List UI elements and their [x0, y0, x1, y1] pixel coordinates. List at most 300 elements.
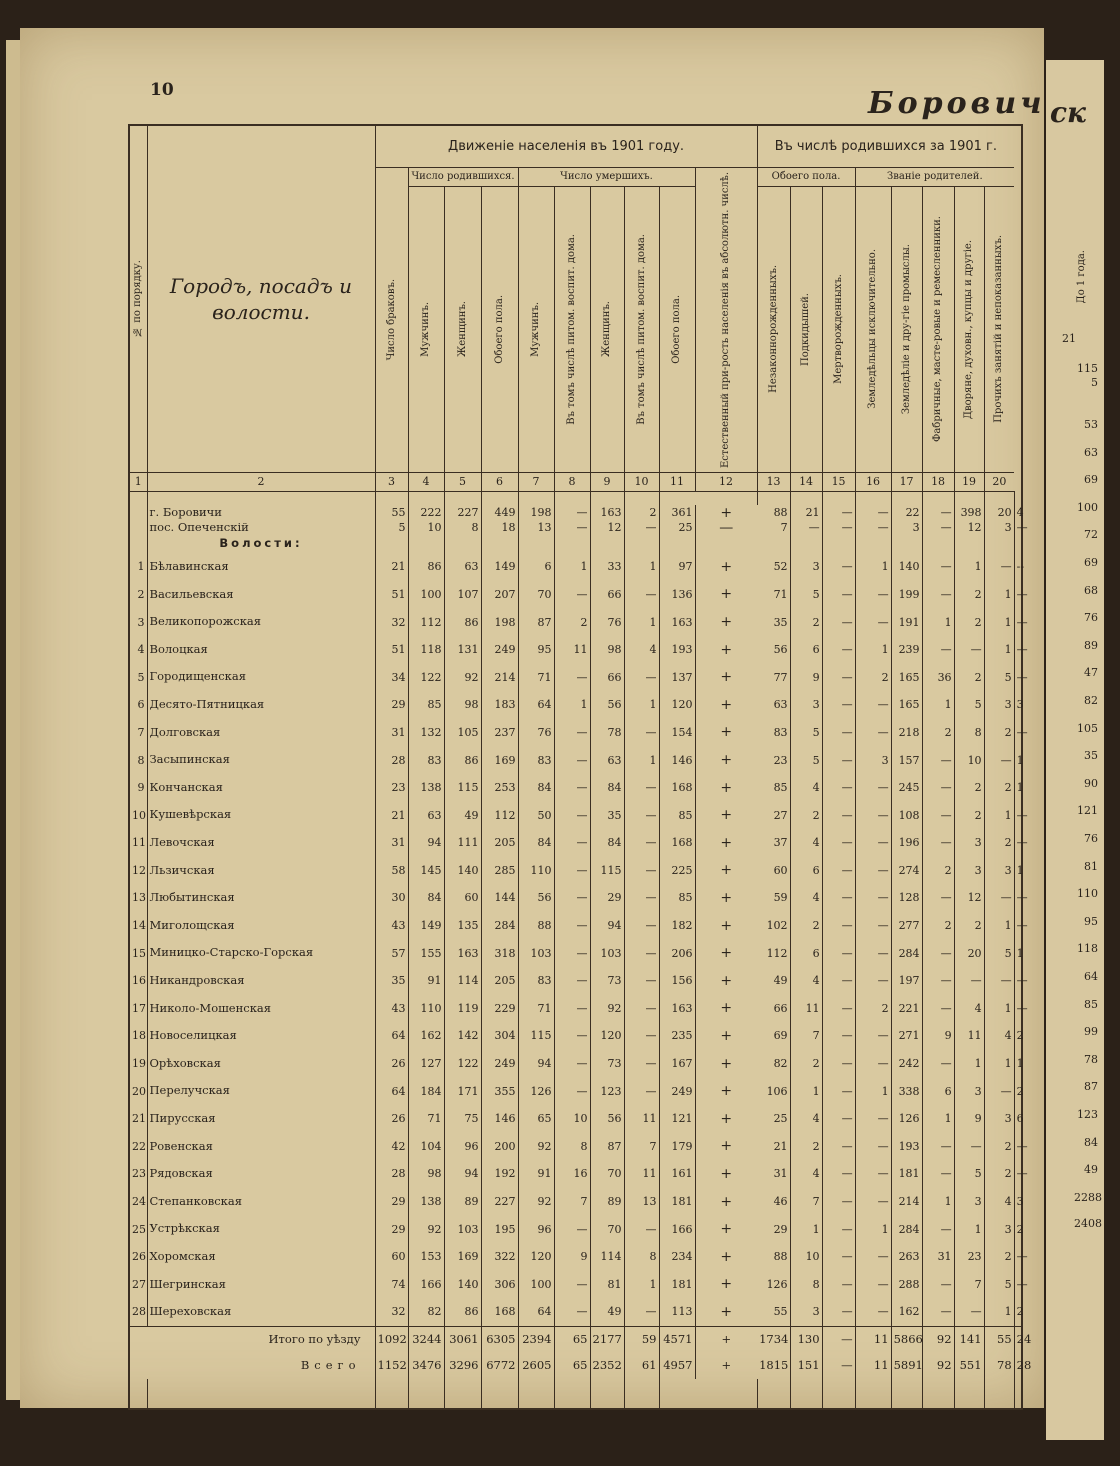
value-cell: 2 [1014, 1215, 1022, 1243]
sign-cell: + [695, 719, 757, 747]
factory-header: Фабричные, масте-ровые и ремесленники. [922, 186, 954, 472]
value-cell: — [855, 1133, 891, 1161]
value-cell: 70 [518, 581, 554, 609]
empty-cell [695, 535, 757, 553]
value-cell: 92 [408, 1215, 444, 1243]
volost-name: Кушевѣрская [147, 801, 375, 829]
value-cell: 31 [773, 1167, 788, 1181]
value-cell: — [855, 967, 891, 995]
value-cell: — [855, 1298, 891, 1326]
foster1-header: Въ томъ числѣ питом. воспит. дома. [554, 186, 590, 472]
spacer-cell [147, 491, 375, 505]
both-d-header: Обоего пола. [659, 186, 695, 472]
value-cell: 3 [790, 1298, 822, 1326]
value-cell: 3 [984, 857, 1014, 885]
value-cell: — [624, 1077, 659, 1105]
value-cell: 5 [984, 663, 1014, 691]
value-cell: 1 [922, 691, 954, 719]
value-cell: 10 [554, 1105, 590, 1133]
value-cell: 6 [790, 939, 822, 967]
value-cell: 205 [481, 967, 518, 995]
value-cell: — [922, 829, 954, 857]
value-cell: — [554, 801, 590, 829]
row-number: 5 [129, 663, 147, 691]
value-cell: 115 [444, 774, 481, 802]
value-cell: — [790, 520, 822, 535]
value-cell: 338 [891, 1077, 922, 1105]
value-cell: 3 [984, 691, 1014, 719]
value-cell: — [855, 1022, 891, 1050]
volost-name: Васильевская [147, 581, 375, 609]
value-cell: 84 [518, 829, 554, 857]
right-value: 69 [1084, 556, 1098, 569]
farm-other-header: Земледѣліе и дру-гіе промыслы. [891, 186, 922, 472]
value-cell: 64 [375, 1022, 408, 1050]
spacer-cell [444, 491, 481, 505]
value-cell: 132 [408, 719, 444, 747]
table-row [129, 884, 1022, 912]
women-d-header: Женщинъ. [590, 186, 624, 472]
value-cell: 145 [408, 857, 444, 885]
sign-cell: + [695, 774, 757, 802]
value-cell: 1 [922, 608, 954, 636]
total-value: 65 [554, 1353, 590, 1379]
total-value: 551 [954, 1353, 984, 1379]
empty-cell [659, 535, 695, 553]
total-value: 6772 [481, 1353, 518, 1379]
total-value: 3296 [444, 1353, 481, 1379]
value-cell: 3 [954, 1188, 984, 1216]
value-cell: 179 [659, 1133, 695, 1161]
value-cell: 6 [518, 553, 554, 581]
value-cell: 97 [659, 553, 695, 581]
value-cell: 49 [590, 1298, 624, 1326]
total-value: 61 [624, 1353, 659, 1379]
value-cell: 7 [624, 1133, 659, 1161]
value-cell: — [822, 1270, 855, 1298]
value-cell: 70 [590, 1215, 624, 1243]
value-cell: — [624, 857, 659, 885]
value-cell: 2 [1014, 1077, 1022, 1105]
value-cell: 86 [444, 608, 481, 636]
value-cell: 181 [891, 1160, 922, 1188]
value-cell: 66 [590, 663, 624, 691]
value-cell: 33 [590, 553, 624, 581]
value-cell: 135 [444, 912, 481, 940]
value-cell: — [822, 1188, 855, 1216]
value-cell: 123 [590, 1077, 624, 1105]
sign-cell: + [695, 1326, 757, 1353]
value-cell: — [1014, 636, 1022, 664]
total-value: 3244 [408, 1326, 444, 1353]
right-value: 5 [1091, 376, 1098, 389]
right-value: 85 [1084, 997, 1098, 1011]
table-row [129, 1243, 1022, 1271]
value-cell: — [855, 829, 891, 857]
value-cell: — [554, 719, 590, 747]
value-cell: 60 [773, 863, 788, 877]
value-cell: — [554, 1215, 590, 1243]
value-cell: 274 [891, 857, 922, 885]
volost-name: Левочская [147, 829, 375, 857]
column-numbers-row [129, 472, 1022, 491]
volost-name: Хоромская [147, 1243, 375, 1271]
value-cell: 140 [444, 1270, 481, 1298]
value-cell: 95 [518, 636, 554, 664]
value-cell: — [922, 636, 954, 664]
spacer-cell [757, 491, 790, 505]
value-cell: 35 [590, 801, 624, 829]
value-cell: 66 [590, 581, 624, 609]
right-value: 68 [1084, 583, 1098, 597]
value-cell: — [554, 505, 590, 520]
value-cell: — [554, 857, 590, 885]
value-cell: — [554, 520, 590, 535]
value-cell: — [624, 719, 659, 747]
value-cell: — [855, 1160, 891, 1188]
volost-name: Кончанская [147, 774, 375, 802]
value-cell: 92 [590, 995, 624, 1023]
value-cell: — [624, 939, 659, 967]
value-cell: 225 [659, 857, 695, 885]
value-cell: 131 [444, 636, 481, 664]
value-cell: 4 [790, 1160, 822, 1188]
value-cell: 2 [790, 912, 822, 940]
value-cell: 5 [984, 1270, 1014, 1298]
spacer-cell [922, 491, 954, 505]
value-cell: 227 [444, 505, 481, 520]
value-cell: 25 [659, 520, 695, 535]
volost-name: пос. Опеченскій [147, 520, 375, 535]
spacer-cell [129, 491, 147, 505]
value-cell: 1 [984, 995, 1014, 1023]
table-row [129, 505, 1022, 520]
value-cell: — [554, 774, 590, 802]
sign-cell: + [695, 691, 757, 719]
value-cell: 43 [375, 912, 408, 940]
value-cell: 122 [408, 663, 444, 691]
value-cell: 31 [375, 719, 408, 747]
value-cell: 29 [590, 884, 624, 912]
sign-cell: + [695, 746, 757, 774]
total-value: 5866 [891, 1326, 922, 1353]
value-cell: 284 [891, 939, 922, 967]
value-cell: 1 [624, 746, 659, 774]
row-number: 4 [129, 636, 147, 664]
spacer-cell [659, 491, 695, 505]
value-cell: — [1014, 967, 1022, 995]
value-cell: 6 [790, 636, 822, 664]
value-cell: 7 [790, 1188, 822, 1216]
value-cell: 103 [590, 939, 624, 967]
row-number: 10 [129, 801, 147, 829]
sign-cell: + [695, 912, 757, 940]
natural-header: Естественный при-рость населенія въ абсолютн. числѣ. [695, 167, 757, 472]
women-header: Женщинъ. [444, 186, 481, 472]
tail-cell [444, 1379, 481, 1409]
value-cell: 162 [891, 1298, 922, 1326]
value-cell: 82 [408, 1298, 444, 1326]
value-cell: 197 [891, 967, 922, 995]
places-title: Городъ, посадъ и волости. [147, 125, 375, 472]
value-cell: 1 [790, 1215, 822, 1243]
value-cell: 23 [954, 1243, 984, 1271]
value-cell: 2 [922, 719, 954, 747]
value-cell: — [922, 939, 954, 967]
value-cell: 2 [624, 505, 659, 520]
value-cell: — [822, 608, 855, 636]
volost-name: Перелучская [147, 1077, 375, 1105]
value-cell: 2 [954, 663, 984, 691]
value-cell: — [855, 608, 891, 636]
value-cell: 249 [659, 1077, 695, 1105]
value-cell: 288 [891, 1270, 922, 1298]
value-cell: 20 [984, 505, 1014, 520]
table-row [129, 1050, 1022, 1078]
value-cell: 115 [518, 1022, 554, 1050]
volost-name: Десято-Пятницкая [147, 691, 375, 719]
value-cell: 167 [659, 1050, 695, 1078]
sign-cell: + [695, 1243, 757, 1271]
total-value: 59 [624, 1326, 659, 1353]
value-cell: 7 [780, 521, 788, 535]
value-cell: 49 [444, 801, 481, 829]
value-cell: 198 [481, 608, 518, 636]
tail-cell [659, 1379, 695, 1409]
spacer-cell [891, 491, 922, 505]
total-value: 4571 [659, 1326, 695, 1353]
table-row [129, 1160, 1022, 1188]
value-cell: — [554, 912, 590, 940]
sign-cell: + [695, 1353, 757, 1379]
movement-title: Движеніе населенія въ 1901 году. [375, 125, 757, 167]
value-cell: — [554, 967, 590, 995]
tail-cell [757, 1379, 790, 1409]
value-cell: 1 [984, 1050, 1014, 1078]
value-cell: 83 [518, 746, 554, 774]
value-cell: 235 [659, 1022, 695, 1050]
row-number: 26 [129, 1243, 147, 1271]
value-cell: — [1014, 581, 1022, 609]
table-row [129, 912, 1022, 940]
value-cell: 111 [444, 829, 481, 857]
value-cell: — [624, 581, 659, 609]
spacer-cell [1014, 491, 1022, 505]
sign-cell: + [695, 581, 757, 609]
column-number: 13 [757, 472, 790, 491]
tail-cell [922, 1379, 954, 1409]
value-cell: 183 [481, 691, 518, 719]
value-cell: 1 [984, 636, 1014, 664]
column-number: 10 [624, 472, 659, 491]
value-cell: — [855, 912, 891, 940]
tail-cell [855, 1379, 891, 1409]
right-value: 53 [1084, 418, 1098, 431]
value-cell: 1 [984, 608, 1014, 636]
value-cell: 31 [922, 1243, 954, 1271]
spacer-cell [408, 491, 444, 505]
value-cell: 8 [790, 1270, 822, 1298]
value-cell: 83 [518, 967, 554, 995]
column-number: 17 [891, 472, 922, 491]
value-cell: 3 [1014, 1188, 1022, 1216]
nobles-header: Дворяне, духовн., купцы и другіе. [954, 186, 984, 472]
sign-cell: + [695, 939, 757, 967]
value-cell: — [822, 995, 855, 1023]
sign-cell: + [695, 1077, 757, 1105]
births-group: Число родившихся. [408, 167, 518, 186]
value-cell: 169 [481, 746, 518, 774]
value-cell: — [822, 1215, 855, 1243]
value-cell: — [554, 829, 590, 857]
value-cell: 284 [481, 912, 518, 940]
value-cell: — [554, 1022, 590, 1050]
value-cell: 166 [408, 1270, 444, 1298]
value-cell: 120 [590, 1022, 624, 1050]
value-cell: — [554, 581, 590, 609]
value-cell: 86 [408, 553, 444, 581]
value-cell: — [984, 746, 1014, 774]
spacer-cell [518, 491, 554, 505]
empty-cell [481, 535, 518, 553]
value-cell: 120 [659, 691, 695, 719]
value-cell: 51 [375, 636, 408, 664]
value-cell: — [922, 1298, 954, 1326]
column-number: 16 [855, 472, 891, 491]
value-cell: — [624, 663, 659, 691]
value-cell: 94 [444, 1160, 481, 1188]
total-label: Всего [129, 1353, 375, 1379]
value-cell: 3 [954, 1077, 984, 1105]
value-cell: 120 [518, 1243, 554, 1271]
value-cell: — [855, 505, 891, 520]
value-cell: 249 [481, 636, 518, 664]
column-number: 11 [659, 472, 695, 491]
value-cell: 449 [481, 505, 518, 520]
value-cell: 1 [1014, 746, 1022, 774]
right-value: 72 [1084, 528, 1098, 542]
value-cell: 107 [444, 581, 481, 609]
value-cell: 32 [375, 608, 408, 636]
value-cell: 28 [375, 746, 408, 774]
value-cell: 182 [659, 912, 695, 940]
value-cell: 92 [444, 663, 481, 691]
value-cell: — [954, 1298, 984, 1326]
value-cell: 4 [984, 1188, 1014, 1216]
value-cell: 106 [766, 1084, 788, 1098]
tail-cell [1014, 1379, 1022, 1409]
value-cell: 126 [891, 1105, 922, 1133]
value-cell: 191 [891, 608, 922, 636]
value-cell: 42 [375, 1133, 408, 1161]
right-value: 123 [1077, 1108, 1098, 1121]
value-cell: 73 [590, 967, 624, 995]
value-cell: — [855, 939, 891, 967]
value-cell: 121 [659, 1105, 695, 1133]
tail-cell [518, 1379, 554, 1409]
value-cell: 64 [518, 1298, 554, 1326]
value-cell: 137 [659, 663, 695, 691]
right-value: 81 [1084, 859, 1098, 873]
value-cell: 84 [590, 829, 624, 857]
value-cell: 83 [773, 725, 788, 739]
value-cell: 1 [1014, 857, 1022, 885]
sign-cell: + [695, 1050, 757, 1078]
value-cell: — [1014, 1133, 1022, 1161]
right-total: 2288 [1074, 1191, 1102, 1204]
value-cell: 3 [984, 520, 1014, 535]
spacer-cell [554, 491, 590, 505]
table-row [129, 719, 1022, 747]
right-value: 84 [1084, 1135, 1098, 1149]
total-value: 2177 [590, 1326, 624, 1353]
value-cell: 78 [590, 719, 624, 747]
value-cell: — [624, 1215, 659, 1243]
total-value: — [822, 1326, 855, 1353]
table-row [129, 1077, 1022, 1105]
value-cell: 2 [984, 829, 1014, 857]
marriages-header: Число браковъ. [375, 167, 408, 472]
value-cell: 2 [954, 581, 984, 609]
value-cell: 2 [984, 1243, 1014, 1271]
sign-cell: + [695, 1188, 757, 1216]
spacer-cell [822, 491, 855, 505]
value-cell: 64 [375, 1077, 408, 1105]
value-cell: 163 [659, 995, 695, 1023]
value-cell: — [1014, 663, 1022, 691]
total-value: 130 [790, 1326, 822, 1353]
value-cell: — [822, 801, 855, 829]
value-cell: 199 [891, 581, 922, 609]
value-cell: 71 [408, 1105, 444, 1133]
volost-name: Засыпинская [147, 746, 375, 774]
value-cell: 55 [773, 1305, 788, 1319]
table-row [129, 520, 1022, 535]
value-cell: 43 [375, 995, 408, 1023]
table-row [129, 801, 1022, 829]
value-cell: — [922, 505, 954, 520]
sign-cell: + [695, 801, 757, 829]
volost-name: Орѣховская [147, 1050, 375, 1078]
value-cell: 165 [891, 691, 922, 719]
volost-name: Никандровская [147, 967, 375, 995]
value-cell: 138 [408, 1188, 444, 1216]
total-value: 28 [1014, 1353, 1022, 1379]
sign-cell: + [695, 1160, 757, 1188]
value-cell: 1 [922, 1188, 954, 1216]
value-cell: 168 [481, 1298, 518, 1326]
value-cell: 28 [375, 1160, 408, 1188]
value-cell: — [822, 1077, 855, 1105]
value-cell: 207 [481, 581, 518, 609]
value-cell: 221 [891, 995, 922, 1023]
value-cell: 85 [408, 691, 444, 719]
value-cell: — [1014, 995, 1022, 1023]
volost-name: Волоцкая [147, 636, 375, 664]
farmers-header: Земледѣльцы исключительно. [855, 186, 891, 472]
table-row [129, 691, 1022, 719]
value-cell: 6 [922, 1077, 954, 1105]
value-cell: — [855, 1050, 891, 1078]
total-value: 65 [554, 1326, 590, 1353]
sign-cell: + [695, 1270, 757, 1298]
sign-cell: + [695, 1022, 757, 1050]
table-row [129, 1270, 1022, 1298]
value-cell: 1 [1014, 774, 1022, 802]
value-cell: 1 [954, 1215, 984, 1243]
value-cell: — [624, 829, 659, 857]
volost-name: Пирусская [147, 1105, 375, 1133]
